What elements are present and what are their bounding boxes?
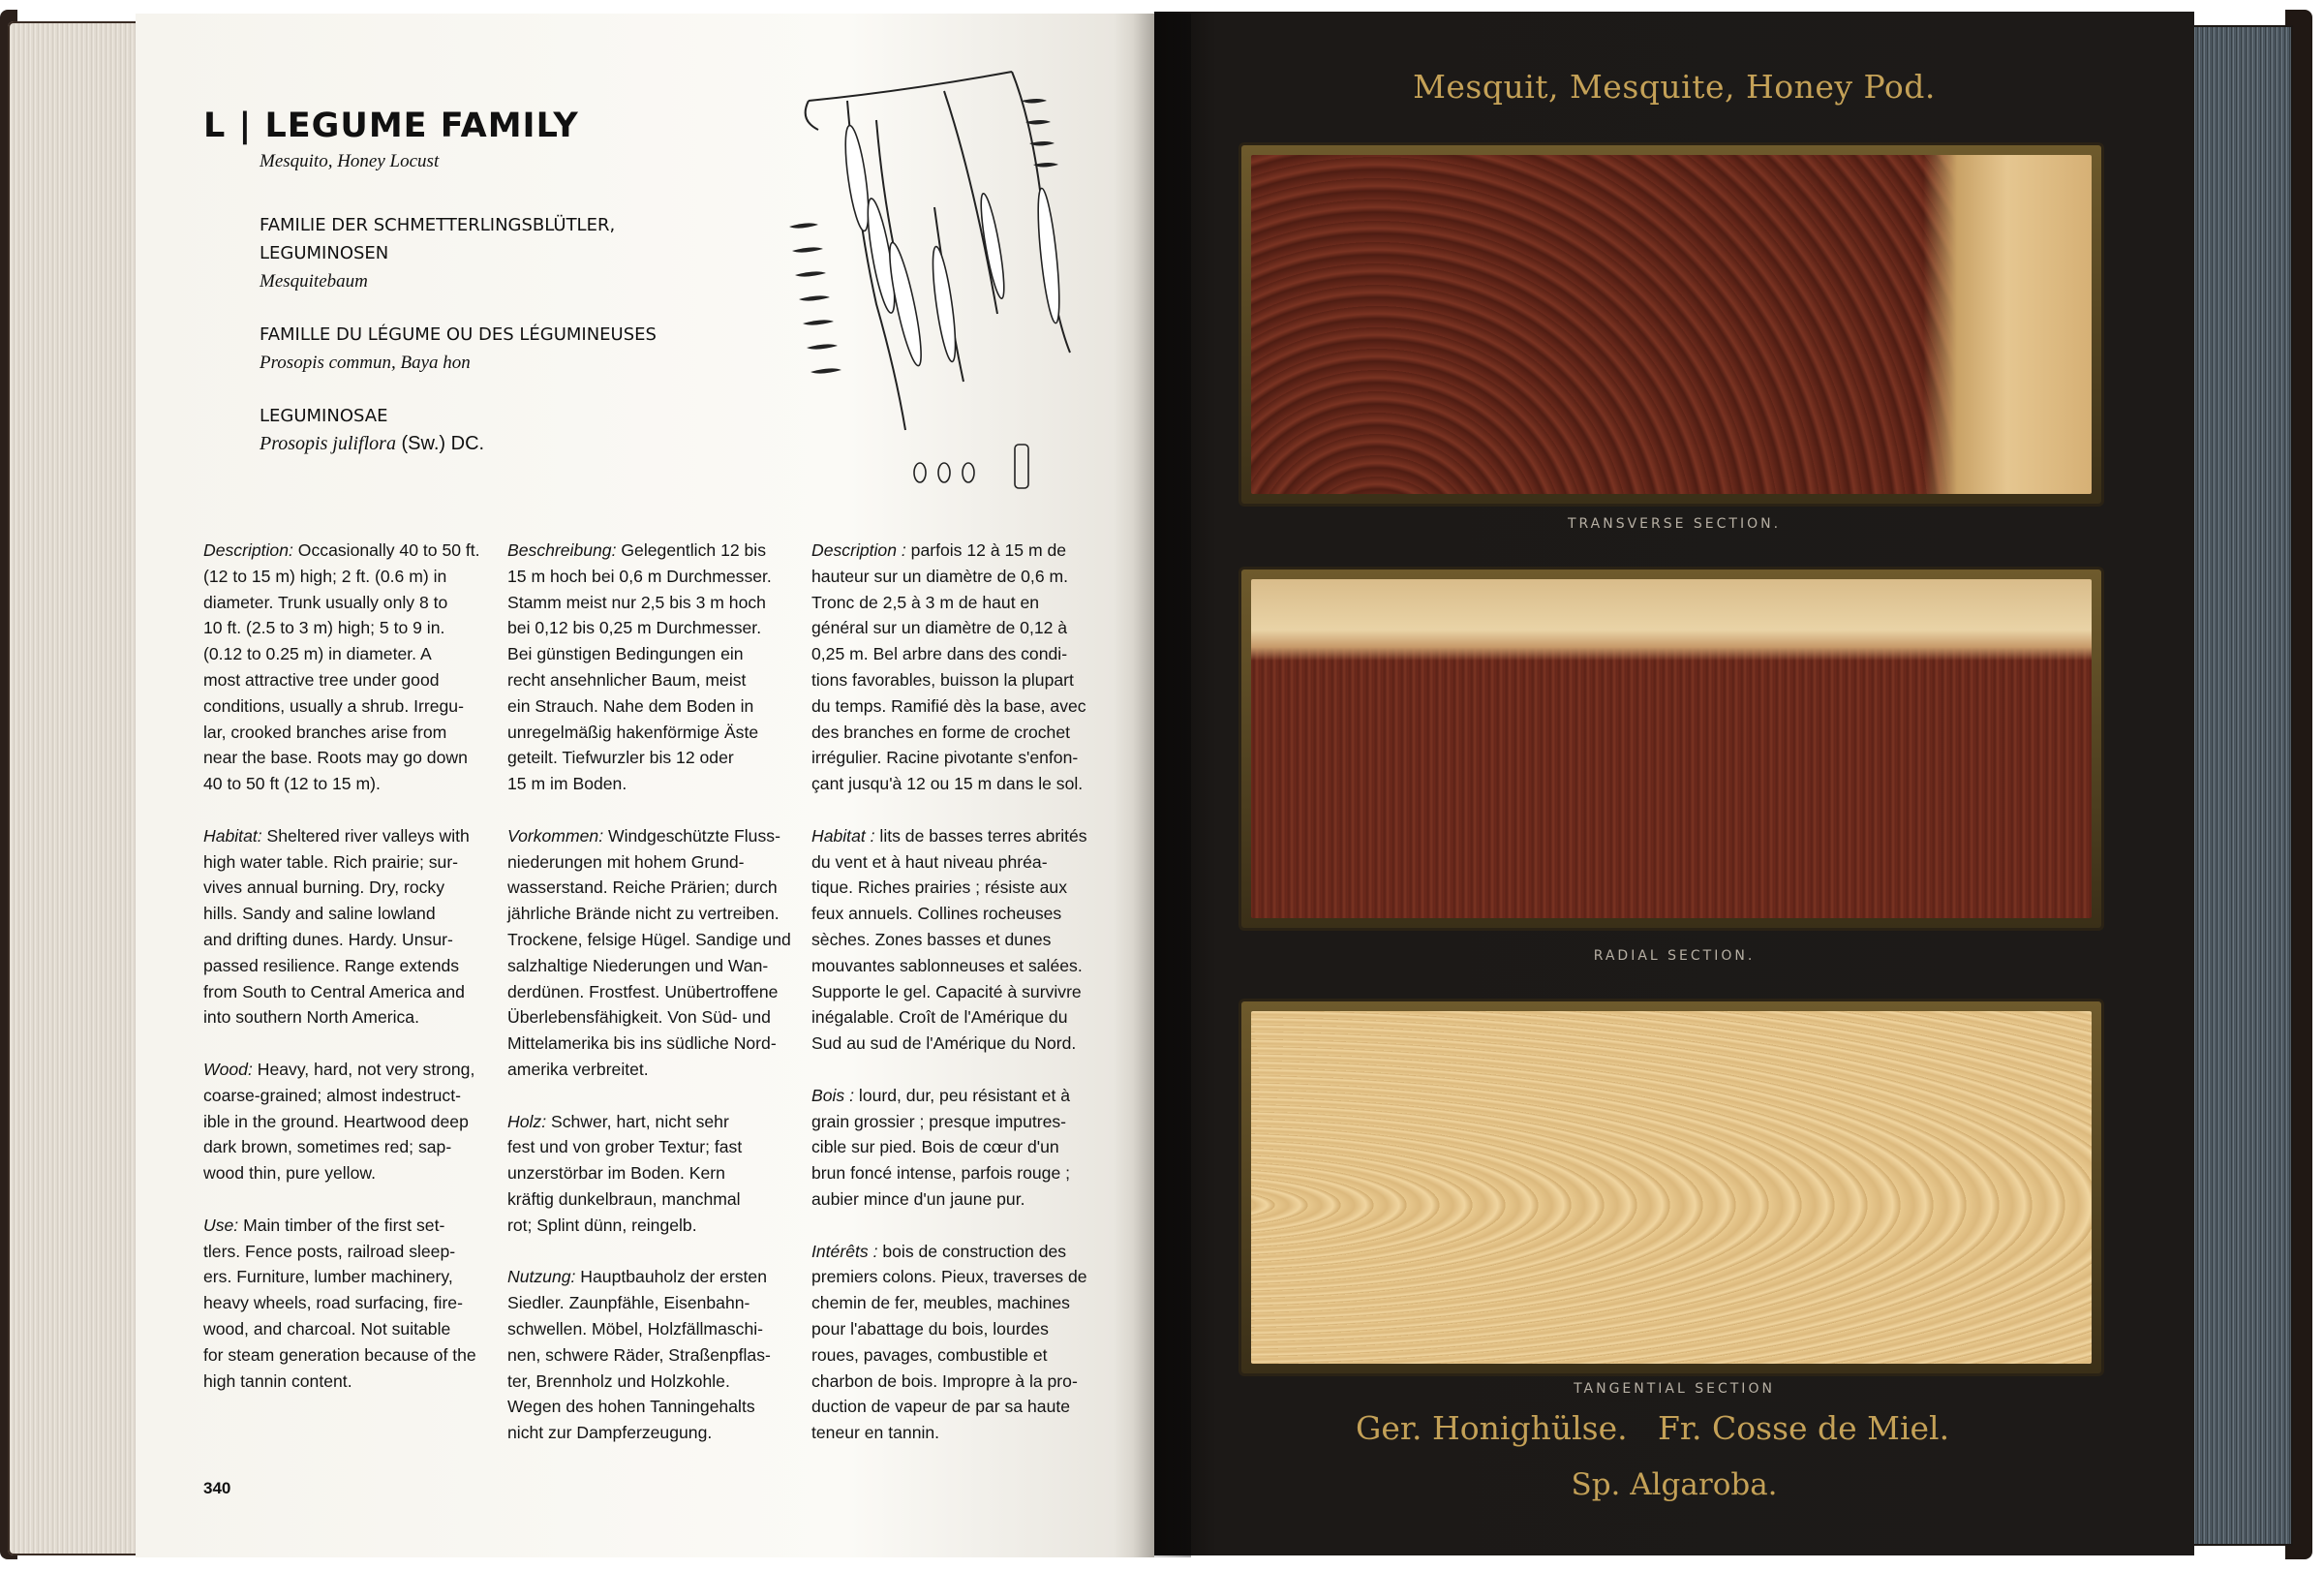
german-family-line2: LEGUMINOSEN: [260, 243, 389, 263]
page-number: 340: [203, 1479, 231, 1497]
mesquite-branch-illustration: [789, 62, 1109, 508]
fr-description: Description : parfois 12 à 15 m de hauteur sur un diamètre de 0,6 m. Tronc de 2,5 à 3 m de haut en général sur un diamètre de 0,12 à 0,25 m. Bel arbre dans des condi- tions favorables, buisson la plupart du temps. Ramifié dès la base, avec des branches en forme de crochet irrégulier. Racine pivotante s'enfon- çant jusqu'à 12 ou 15 m dans le sol.: [811, 540, 1086, 794]
latin-species-author: (Sw.) DC.: [395, 433, 485, 454]
fr-use: Intérêts : bois de construction des premiers colons. Pieux, traverses de chemin de fer, meubles, machines pour l'abattage du bois, lourdes roues, pavages, combustible et charbon de bois. Impropre à la pro- duction de vapeur de par sa haute teneur en tannin.: [811, 1241, 1087, 1443]
german-common-name: Mesquitebaum: [260, 271, 368, 292]
french-common-name: Prosopis commun, Baya hon: [260, 353, 471, 373]
french-name: Fr. Cosse de Miel.: [1658, 1409, 1950, 1447]
fr-use-label: Intérêts :: [811, 1241, 878, 1261]
de-wood: Holz: Schwer, hart, nicht sehr fest und von grober Textur; fast unzerstörbar im Boden. Kern kräftig dunkelbraun, manchmal rot; Splint dünn, reingelb.: [507, 1111, 743, 1235]
german-name: Ger. Honighülse.: [1356, 1409, 1628, 1447]
page-edges-left: [8, 21, 139, 1555]
german-family-line1: FAMILIE DER SCHMETTERLINGSBLÜTLER,: [260, 215, 616, 235]
en-use-label: Use:: [203, 1215, 239, 1235]
radial-section-label: RADIAL SECTION.: [1593, 948, 1756, 964]
latin-species: [260, 430, 484, 458]
en-habitat: Habitat: Sheltered river valleys with high water table. Rich prairie; sur- vives annual burning. Dry, rocky hills. Sandy and saline lowland and drifting dunes. Hardy. Unsur- passed resilience. Range extends from South to Central America and into southern North America.: [203, 825, 470, 1028]
tangential-wood-sample: [1251, 1011, 2092, 1364]
page-edges-right: [2186, 25, 2293, 1546]
de-wood-label: Holz:: [507, 1111, 547, 1131]
english-column: [203, 538, 484, 1420]
fr-habitat: Habitat : lits de basses terres abrités du vent et à haut niveau phréa- tique. Riches prairies ; résiste aux feux annuels. Collines rocheuses sèches. Zones basses et dunes mouvantes sablonneuses et salées. Supporte le gel. Capacité à survivre inégalable. Croît de l'Amérique du Sud au sud de l'Amérique du Nord.: [811, 825, 1087, 1054]
en-wood: Wood: Heavy, hard, not very strong, coarse-grained; almost indestruct- ible in the ground. Heartwood deep dark brown, sometimes red; sap- wood thin, pure yellow.: [203, 1059, 475, 1184]
plate-title: Mesquit, Mesquite, Honey Pod.: [1413, 68, 1936, 106]
transverse-section-frame: [1241, 145, 2101, 504]
en-wood-label: Wood:: [203, 1059, 253, 1079]
de-habitat-label: Vorkommen:: [507, 825, 604, 846]
german-column: [507, 538, 791, 1472]
english-common-name: Mesquito, Honey Locust: [260, 151, 440, 171]
transverse-section-label: TRANSVERSE SECTION.: [1567, 516, 1782, 532]
fr-habitat-label: Habitat :: [811, 825, 875, 846]
fr-wood: Bois : lourd, dur, peu résistant et à grain grossier ; presque imputres- cible sur pied. Bois de cœur d'un brun foncé intense, parfois rouge ; aubier mince d'un jaune pur.: [811, 1085, 1071, 1209]
french-family: FAMILLE DU LÉGUME OU DES LÉGUMINEUSES: [260, 324, 657, 345]
de-use: Nutzung: Hauptbauholz der ersten Siedler. Zaunpfähle, Eisenbahn- schwellen. Möbel, Holzfällmaschi- nen, schwere Räder, Straßenpflas- ter, Brennholz und Holzkohle. Wegen des hohen Tanningehalts nicht zur Dampferzeugung.: [507, 1267, 771, 1443]
de-habitat: Vorkommen: Windgeschützte Fluss- niederungen mit hohem Grund- wasserstand. Reiche Prärien; durch jährliche Brände nicht zu vertreiben. Trockene, felsige Hügel. Sandige und salzhaltige Niederungen und Wan- derdünen. Frostfest. Unübertroffene Überlebensfähigkeit. Von Süd- und Mittelamerika bis ins südliche Nord- amerika verbreitet.: [507, 825, 791, 1079]
transverse-wood-sample: [1251, 155, 2092, 494]
tangential-section-label: TANGENTIAL SECTION: [1574, 1381, 1775, 1397]
en-description-label: Description:: [203, 540, 293, 560]
latin-species-name: Prosopis juliflora: [260, 433, 396, 454]
tangential-section-frame: [1241, 1001, 2101, 1373]
de-use-label: Nutzung:: [507, 1267, 576, 1287]
spanish-name: Sp. Algaroba.: [1571, 1467, 1778, 1502]
french-column: [811, 538, 1092, 1472]
latin-family: LEGUMINOSAE: [260, 406, 388, 426]
en-habitat-label: Habitat:: [203, 825, 262, 846]
family-heading: L | LEGUME FAMILY: [203, 107, 579, 145]
de-description: Beschreibung: Gelegentlich 12 bis 15 m hoch bei 0,6 m Durchmesser. Stamm meist nur 2,5 bis 3 m hoch bei 0,12 bis 0,25 m Durchmesser. Bei günstigen Bedingungen ein recht ansehnlicher Baum, meist ein Strauch. Nahe dem Boden in unregelmäßig hakenförmige Äste geteilt. Tiefwurzler bis 12 oder 15 m im Boden.: [507, 540, 772, 794]
en-description: Description: Occasionally 40 to 50 ft. (12 to 15 m) high; 2 ft. (0.6 m) in diameter. Trunk usually only 8 to 10 ft. (2.5 to 3 m) high; 5 to 9 in. (0.12 to 0.25 m) in diameter. A most attractive tree under good conditions, usually a shrub. Irregu- lar, crooked branches arise from near the base. Roots may go down 40 to 50 ft (12 to 15 m).: [203, 540, 480, 794]
fr-wood-label: Bois :: [811, 1085, 855, 1105]
radial-wood-sample: [1251, 579, 2092, 918]
en-use: Use: Main timber of the first set- tlers. Fence posts, railroad sleep- ers. Furniture, lumber machinery, heavy wheels, road surfacing, fire- wood, and charcoal. Not suitable for steam generation because of the high tannin content.: [203, 1215, 476, 1391]
de-description-label: Beschreibung:: [507, 540, 617, 560]
radial-section-frame: [1241, 570, 2101, 928]
book-gutter-shadow: [1133, 14, 1191, 1557]
fr-description-label: Description :: [811, 540, 906, 560]
